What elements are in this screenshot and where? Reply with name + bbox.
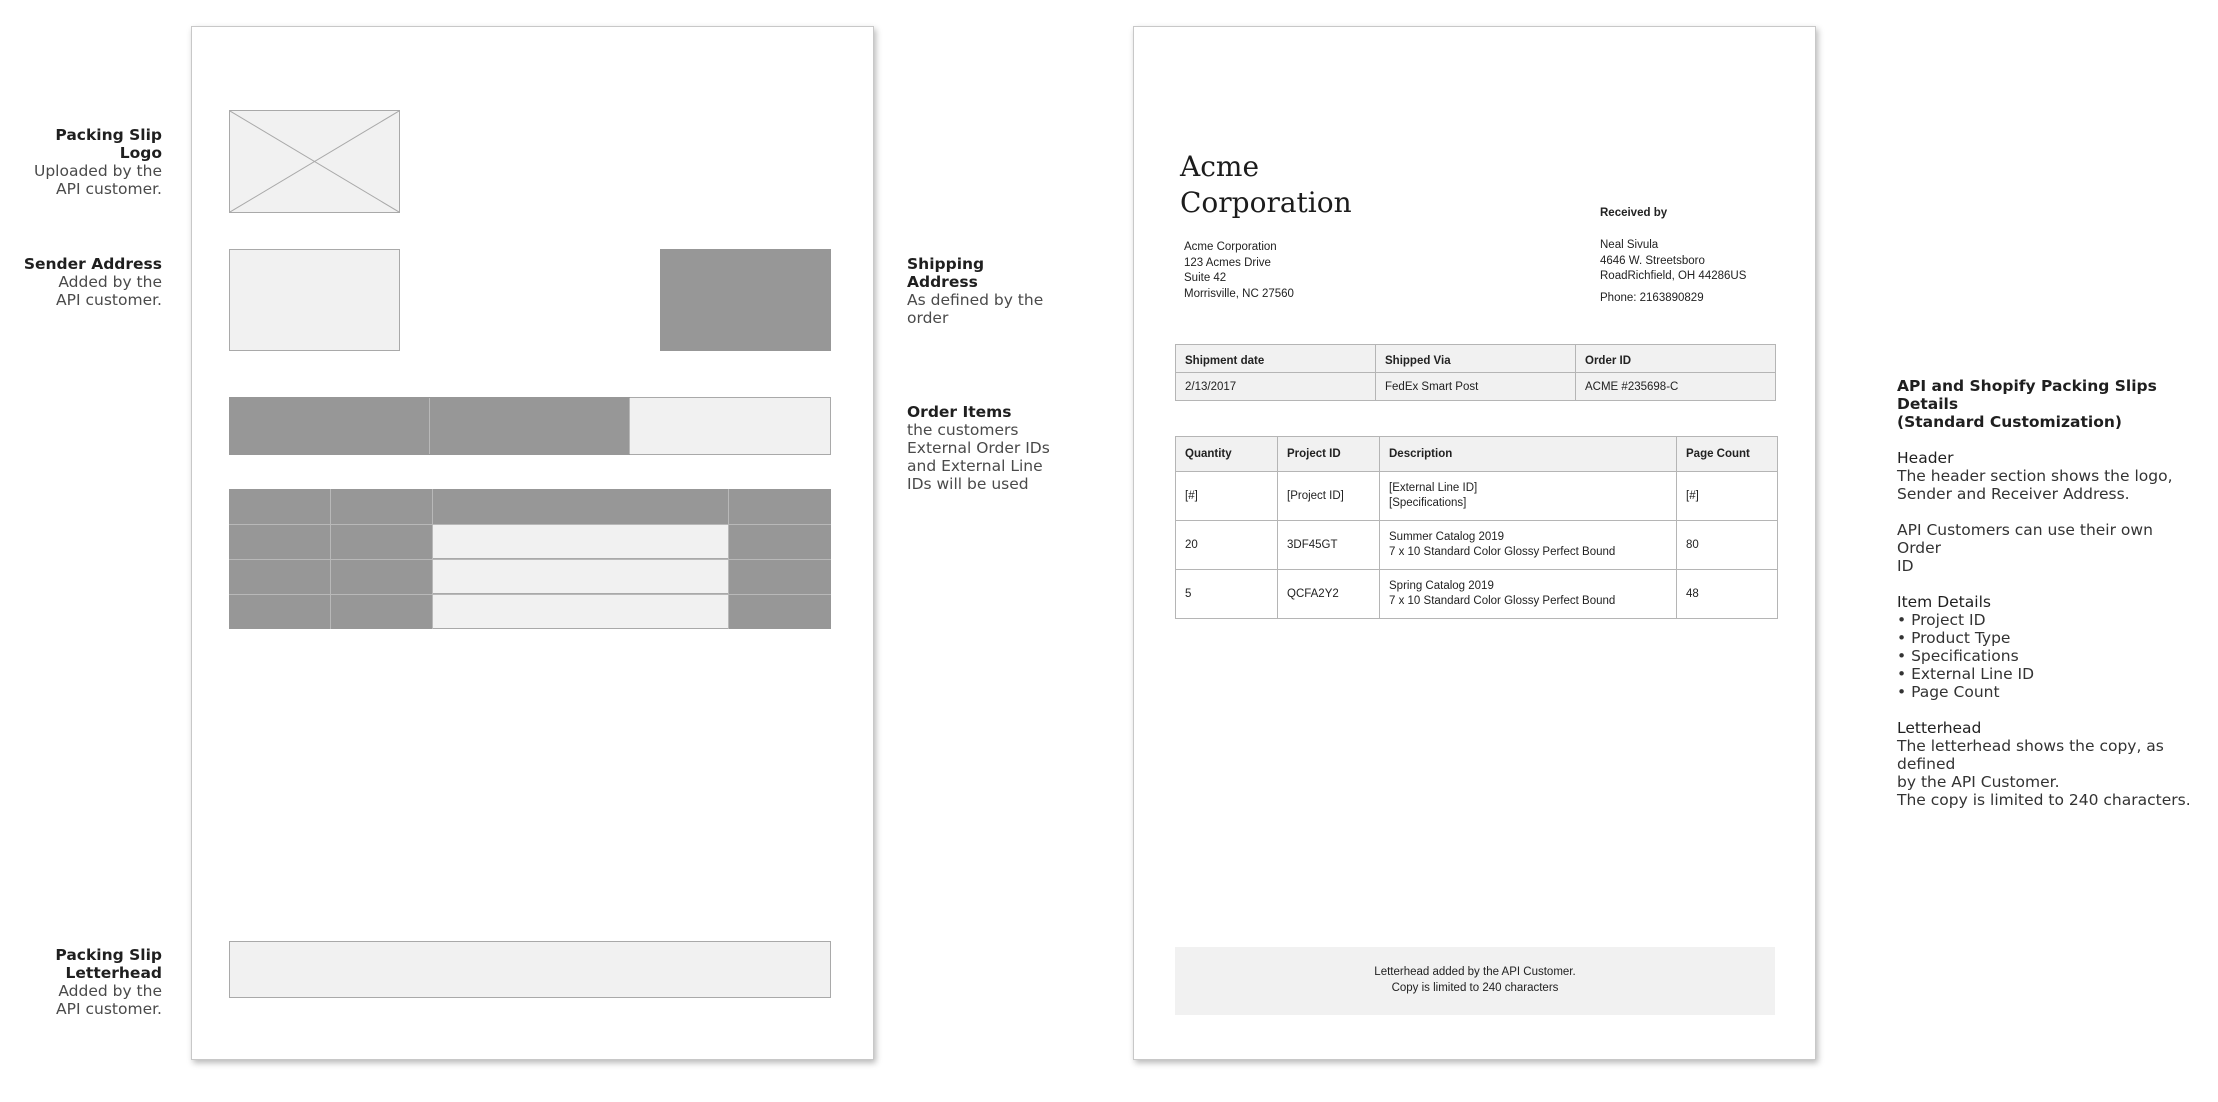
annotation-order-items-line: External Order IDs [907, 439, 1050, 457]
table-cell [1380, 570, 1677, 619]
details-bullet: • Specifications [1897, 647, 2019, 665]
details-text: by the API Customer. [1897, 773, 2060, 791]
item-desc-cell [432, 559, 728, 594]
table-header-row [1176, 437, 1778, 472]
annotation-order-items-line: the customers [907, 421, 1019, 439]
details-bullet: • Project ID [1897, 611, 1986, 629]
shipment-table [1175, 344, 1776, 401]
details-panel [1897, 377, 2197, 809]
table-header-row [1176, 345, 1776, 373]
sample-sheet [1133, 26, 1816, 1060]
details-title: (Standard Customization) [1897, 413, 2122, 431]
letterhead-placeholder [229, 941, 831, 998]
description-line: 7 x 10 Standard Color Glossy Perfect Bound [1389, 546, 1616, 558]
annotation-order-items [907, 403, 1057, 493]
order-items-placeholder [229, 489, 831, 629]
company-name-line: Corporation [1180, 186, 1352, 219]
divider [429, 398, 430, 454]
table-cell: 20 [1176, 521, 1278, 570]
table-row [1176, 472, 1778, 521]
table-row [1176, 373, 1776, 401]
description-line: Spring Catalog 2019 [1389, 580, 1494, 592]
annotation-order-items-line: IDs will be used [907, 475, 1029, 493]
table-cell [1380, 472, 1677, 521]
table-cell: QCFA2Y2 [1278, 570, 1380, 619]
address-line: Morrisville, NC 27560 [1184, 287, 1294, 300]
annotation-logo-line: API customer. [56, 180, 162, 198]
sender-address [1184, 240, 1294, 302]
annotation-letterhead [20, 946, 162, 1018]
table-cell: [#] [1677, 472, 1778, 521]
item-desc-cell [432, 524, 728, 559]
table-header-cell: Description [1380, 437, 1677, 472]
items-table [1175, 436, 1778, 619]
details-header-title: Header [1897, 449, 1954, 467]
divider [229, 559, 831, 560]
logo-placeholder [229, 110, 400, 213]
annotation-shipping-title: Shipping Address [907, 255, 985, 291]
annotation-shipping-line: As defined by the [907, 291, 1044, 309]
table-header-cell: Shipment date [1176, 345, 1376, 373]
details-bullet: • Product Type [1897, 629, 2011, 647]
table-cell: 2/13/2017 [1176, 373, 1376, 401]
table-cell [1380, 521, 1677, 570]
table-cell: [#] [1176, 472, 1278, 521]
table-header-cell: Project ID [1278, 437, 1380, 472]
table-cell: 48 [1677, 570, 1778, 619]
divider [629, 398, 630, 454]
details-text: The header section shows the logo, [1897, 467, 2173, 485]
annotation-order-items-title: Order Items [907, 403, 1012, 421]
address-line: Suite 42 [1184, 272, 1227, 284]
annotation-logo-line: Uploaded by the [34, 162, 162, 180]
table-header-cell: Page Count [1677, 437, 1778, 472]
details-bullet: • External Line ID [1897, 665, 2035, 683]
table-cell: ACME #235698-C [1576, 373, 1776, 401]
annotation-shipping-line: order [907, 309, 949, 327]
sender-address-placeholder [229, 249, 400, 351]
company-name [1180, 149, 1352, 221]
description-line: [External Line ID] [1389, 482, 1478, 494]
details-bullet: • Page Count [1897, 683, 2000, 701]
table-cell: 5 [1176, 570, 1278, 619]
address-line: Acme Corporation [1184, 241, 1277, 253]
table-header-cell: Quantity [1176, 437, 1278, 472]
divider [229, 524, 831, 525]
shipment-info-placeholder [229, 397, 831, 455]
description-line: 7 x 10 Standard Color Glossy Perfect Bound [1389, 595, 1616, 607]
annotation-logo [20, 126, 162, 198]
wireframe-sheet [191, 26, 874, 1060]
description-line: [Specifications] [1389, 497, 1467, 509]
image-placeholder-icon [230, 111, 399, 212]
letterhead [1175, 947, 1775, 1015]
annotation-logo-title: Packing Slip Logo [55, 126, 162, 162]
letterhead-line: Copy is limited to 240 characters [1391, 982, 1559, 994]
receiver-phone: Phone: 2163890829 [1600, 292, 1704, 304]
details-text: The letterhead shows the copy, as defined [1897, 737, 2164, 773]
table-header-cell: Shipped Via [1376, 345, 1576, 373]
table-cell: 80 [1677, 521, 1778, 570]
details-text: ID [1897, 557, 1914, 575]
details-text: Sender and Receiver Address. [1897, 485, 2130, 503]
annotation-letterhead-title: Packing Slip [55, 946, 162, 964]
company-name-line: Acme [1180, 150, 1260, 183]
received-by-label: Received by [1600, 207, 1668, 219]
annotation-sender-title: Sender Address [23, 255, 162, 273]
annotation-letterhead-line: API customer. [56, 1000, 162, 1018]
details-title: API and Shopify Packing Slips Details [1897, 377, 2157, 413]
table-row [1176, 570, 1778, 619]
letterhead-line: Letterhead added by the API Customer. [1374, 966, 1576, 978]
table-cell: [Project ID] [1278, 472, 1380, 521]
annotation-sender-line: API customer. [56, 291, 162, 309]
address-line: 123 Acmes Drive [1184, 256, 1271, 269]
details-letterhead-title: Letterhead [1897, 719, 1982, 737]
table-cell: 3DF45GT [1278, 521, 1380, 570]
receiver-address [1600, 238, 1746, 285]
address-line: Neal Sivula [1600, 239, 1659, 251]
annotation-sender-line: Added by the [58, 273, 162, 291]
annotation-order-items-line: and External Line [907, 457, 1043, 475]
annotation-shipping [907, 255, 1057, 327]
details-item-title: Item Details [1897, 593, 1991, 611]
address-line: RoadRichfield, OH 44286US [1600, 270, 1747, 282]
table-header-cell: Order ID [1576, 345, 1776, 373]
description-line: Summer Catalog 2019 [1389, 531, 1505, 543]
annotation-sender [20, 255, 162, 309]
address-line: 4646 W. Streetsboro [1600, 254, 1705, 267]
details-text: API Customers can use their own Order [1897, 521, 2153, 557]
annotation-letterhead-title: Letterhead [65, 964, 162, 982]
details-text: The copy is limited to 240 characters. [1897, 791, 2191, 809]
shipping-address-placeholder [660, 249, 831, 351]
item-desc-cell [432, 594, 728, 629]
divider [229, 594, 831, 595]
table-cell: FedEx Smart Post [1376, 373, 1576, 401]
table-row [1176, 521, 1778, 570]
annotation-letterhead-line: Added by the [58, 982, 162, 1000]
